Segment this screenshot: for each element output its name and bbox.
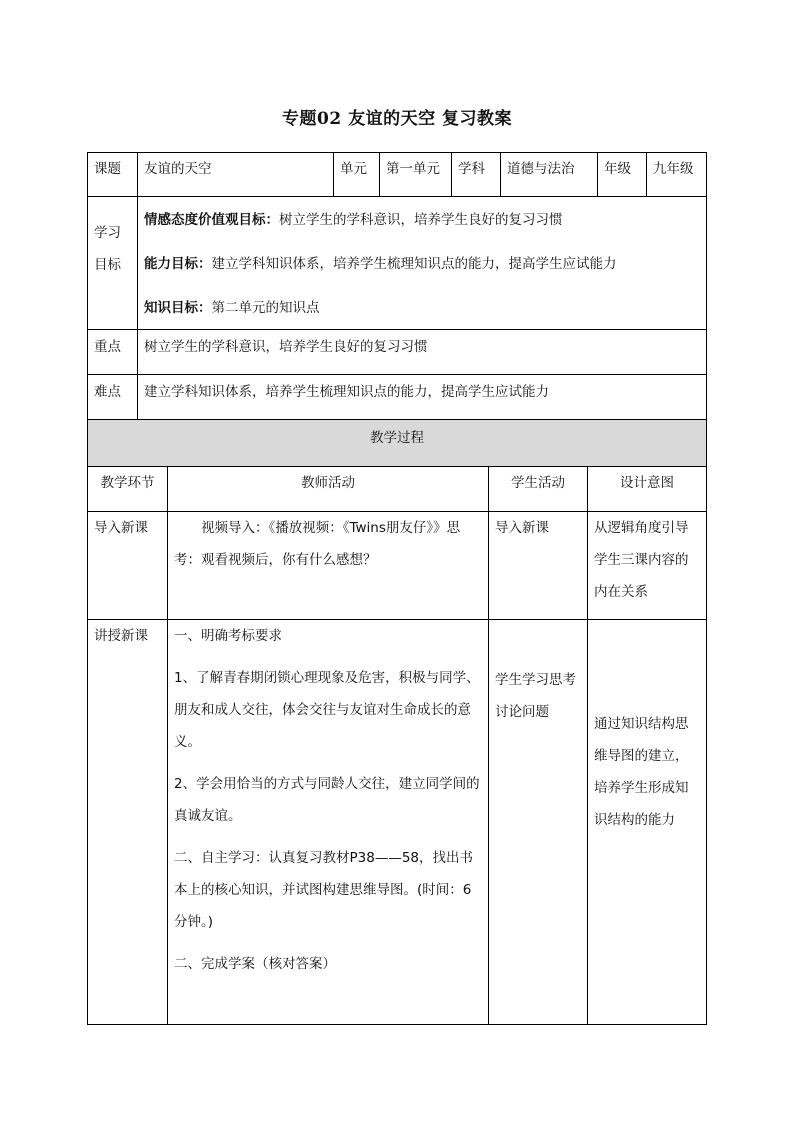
page-title: 专题02 友谊的天空 复习教案 xyxy=(282,109,512,129)
goals-label-line2: 目标 xyxy=(94,257,121,273)
goal-item: 能力目标：建立学科知识体系，培养学生梳理知识点的能力，提高学生应试能力 xyxy=(144,256,617,272)
row1-student: 导入新课 xyxy=(495,520,549,536)
lesson-value: 友谊的天空 xyxy=(144,161,212,177)
grade-value: 九年级 xyxy=(653,161,694,177)
col-teacher-header: 教师活动 xyxy=(301,475,355,491)
col-intent-header: 设计意图 xyxy=(620,475,674,491)
col-student-header: 学生活动 xyxy=(511,475,565,491)
key-point-label: 重点 xyxy=(94,339,121,355)
row1-intent: 从逻辑角度引导学生三课内容的内在关系 xyxy=(594,520,689,600)
teacher-paragraph: 二、完成学案（核对答案） xyxy=(174,956,336,972)
teacher-paragraph: 2、学会用恰当的方式与同龄人交往，建立同学间的真诚友谊。 xyxy=(174,776,480,824)
difficulty-text: 建立学科知识体系，培养学生梳理知识点的能力，提高学生应试能力 xyxy=(144,384,549,400)
row2-stage: 讲授新课 xyxy=(94,628,148,644)
subject-label: 学科 xyxy=(458,161,485,177)
unit-label: 单元 xyxy=(340,161,367,177)
goals-content xyxy=(138,197,706,329)
goal-item: 知识目标：第二单元的知识点 xyxy=(144,300,320,316)
row2-teacher xyxy=(168,620,488,1024)
row1-stage: 导入新课 xyxy=(94,520,148,536)
grade-label: 年级 xyxy=(604,161,631,177)
process-header: 教学过程 xyxy=(370,430,424,446)
row1-teacher xyxy=(168,512,488,619)
goals-label-line1: 学习 xyxy=(94,225,121,241)
row2-student: 学生学习思考讨论问题 xyxy=(495,672,576,720)
unit-value: 第一单元 xyxy=(386,161,440,177)
row2-intent: 通过知识结构思维导图的建立，培养学生形成知识结构的能力 xyxy=(594,716,689,828)
goal-item: 情感态度价值观目标：树立学生的学科意识，培养学生良好的复习习惯 xyxy=(144,212,563,228)
teacher-paragraph: 视频导入：《播放视频：《Twins朋友仔》》思考：观看视频后，你有什么感想？ xyxy=(174,520,461,568)
subject-value: 道德与法治 xyxy=(507,161,575,177)
col-stage-header: 教学环节 xyxy=(100,475,155,491)
table-border xyxy=(87,1024,707,1025)
difficulty-label: 难点 xyxy=(94,384,121,400)
table-border xyxy=(706,152,707,1025)
goals-label xyxy=(88,197,137,329)
key-point-text: 树立学生的学科意识，培养学生良好的复习习惯 xyxy=(144,339,428,355)
teacher-paragraph: 1、了解青春期闭锁心理现象及危害，积极与同学、朋友和成人交往，体会交往与友谊对生命成长的意义。 xyxy=(174,670,480,750)
lesson-label: 课题 xyxy=(94,161,121,177)
teacher-paragraph: 二、自主学习：认真复习教材P38——58，找出书本上的核心知识，并试图构建思维导图。(时间：6分钟。) xyxy=(174,850,473,930)
teacher-paragraph: 一、明确考标要求 xyxy=(174,628,282,644)
